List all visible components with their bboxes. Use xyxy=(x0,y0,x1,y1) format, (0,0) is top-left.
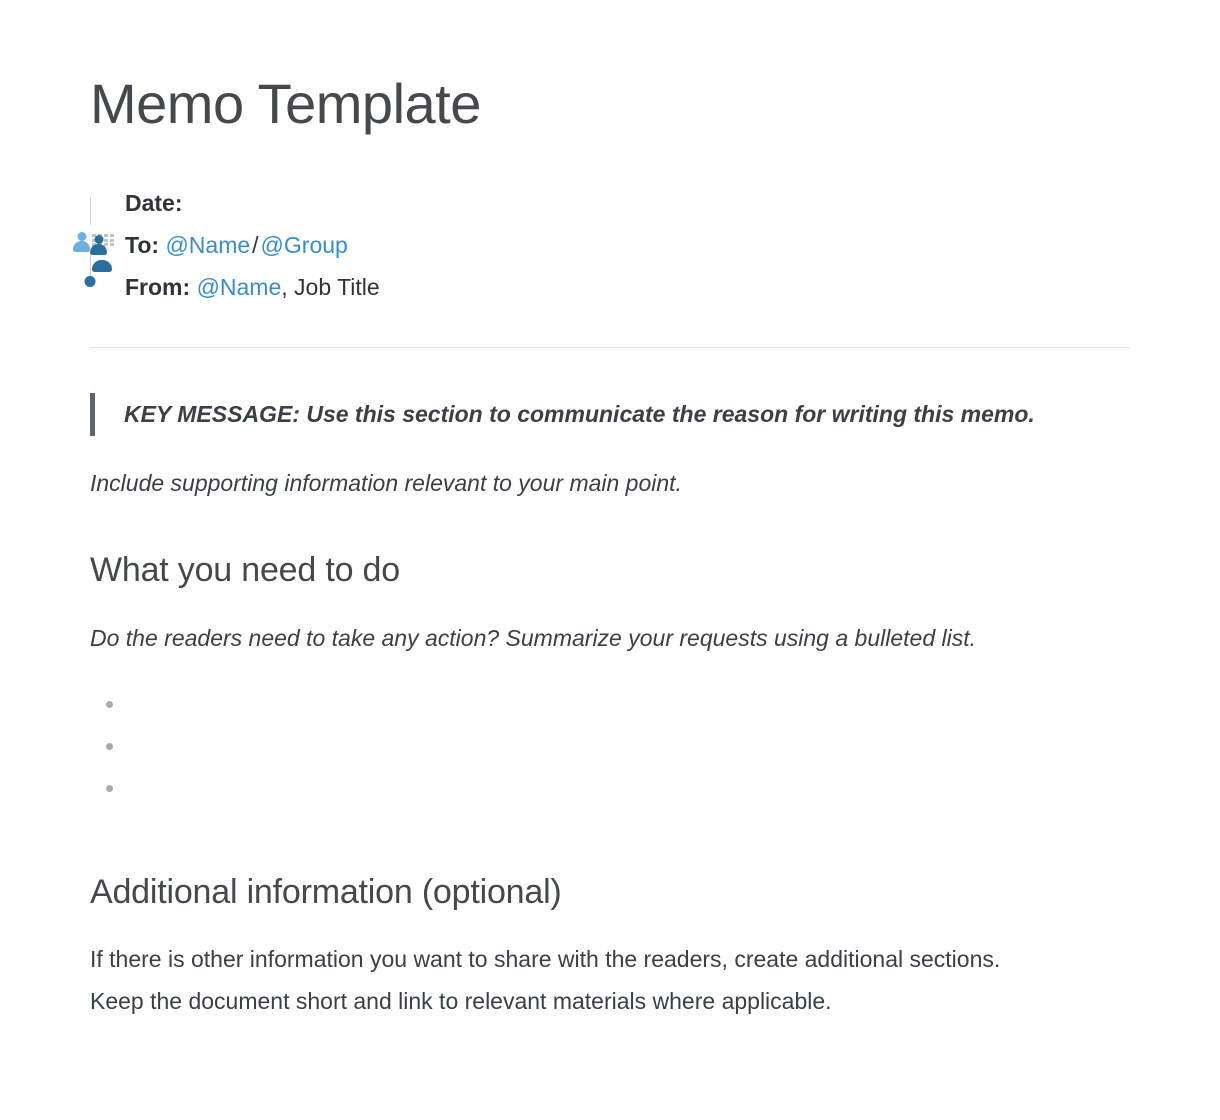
metadata-row-to xyxy=(90,224,1130,266)
section-divider xyxy=(90,347,1130,348)
paragraph: If there is other information you want to share with the readers, create additional sections. xyxy=(90,946,1001,973)
person-icon xyxy=(90,274,116,300)
from-job-title: , Job Title xyxy=(281,274,380,301)
people-icon xyxy=(90,232,116,258)
page-title: Memo Template xyxy=(90,72,481,135)
memo-metadata xyxy=(90,182,1130,308)
to-separator: / xyxy=(252,232,259,259)
metadata-row-date xyxy=(90,182,1130,224)
section-note-action: Do the readers need to take any action? Summarize your requests using a bulleted list. xyxy=(90,625,976,652)
from-label: From: xyxy=(125,274,191,301)
additional-information-body xyxy=(90,938,1130,1022)
key-message-callout: KEY MESSAGE: Use this section to communicate the reason for writing this memo. xyxy=(90,393,1130,436)
to-mention-name[interactable]: @Name xyxy=(165,232,251,259)
metadata-row-from xyxy=(90,266,1130,308)
paragraph: Keep the document short and link to relevant materials where applicable. xyxy=(90,988,832,1015)
section-heading-what-you-need-to-do: What you need to do xyxy=(90,551,400,590)
list-item[interactable] xyxy=(90,766,1130,808)
supporting-note: Include supporting information relevant to your main point. xyxy=(90,469,682,496)
action-bullet-list xyxy=(90,682,1130,808)
to-label: To: xyxy=(125,232,160,259)
section-heading-additional-information: Additional information (optional) xyxy=(90,872,562,911)
list-item[interactable] xyxy=(90,682,1130,724)
to-mention-group[interactable]: @Group xyxy=(260,232,348,259)
calendar-icon xyxy=(90,190,116,216)
date-label: Date: xyxy=(125,190,183,217)
list-item[interactable] xyxy=(90,724,1130,766)
from-mention-name[interactable]: @Name xyxy=(196,274,282,301)
